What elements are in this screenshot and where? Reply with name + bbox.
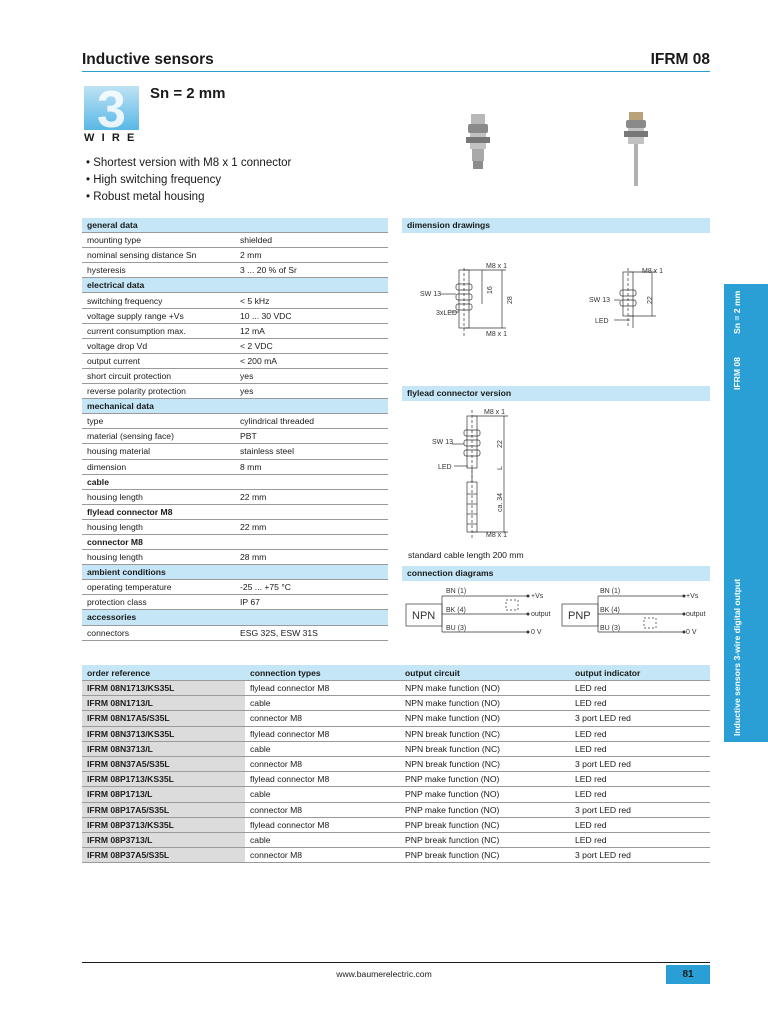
spec-label: dimension	[82, 459, 235, 474]
pnp-bu: BU (3)	[600, 625, 621, 632]
order-output-indicator: LED red	[570, 696, 710, 711]
flylead-22: 22	[497, 440, 504, 448]
dimension-drawings-header: dimension drawings	[402, 218, 710, 233]
spec-row	[82, 414, 388, 429]
spec-label: voltage drop Vd	[82, 338, 235, 353]
order-output-indicator: 3 port LED red	[570, 711, 710, 726]
spec-row	[82, 293, 388, 308]
spec-row	[82, 444, 388, 459]
order-output-circuit: NPN break function (NC)	[400, 756, 570, 771]
spec-row	[82, 519, 388, 534]
spec-value: 22 mm	[235, 519, 388, 534]
spec-section-label: cable	[82, 474, 388, 489]
spec-section-label: electrical data	[82, 278, 388, 293]
footer-url[interactable]: www.baumerelectric.com	[336, 969, 432, 979]
page-number: 81	[666, 965, 710, 984]
spec-value: ESG 32S, ESW 31S	[235, 625, 388, 640]
order-connection-type: flylead connector M8	[245, 817, 400, 832]
spec-section-row	[82, 565, 388, 580]
flylead-l: L	[497, 466, 504, 470]
order-row	[82, 681, 710, 696]
order-output-indicator: LED red	[570, 726, 710, 741]
spec-value: 28 mm	[235, 550, 388, 565]
order-output-indicator: 3 port LED red	[570, 848, 710, 863]
spec-label: hysteresis	[82, 263, 235, 278]
flylead-m8-bottom: M8 x 1	[486, 532, 508, 539]
order-output-circuit: PNP break function (NC)	[400, 832, 570, 847]
order-row	[82, 711, 710, 726]
product-photo-cable	[616, 108, 656, 188]
order-output-circuit: NPN make function (NO)	[400, 681, 570, 696]
order-table	[82, 665, 710, 863]
feature-item: • High switching frequency	[86, 172, 291, 189]
spec-row	[82, 233, 388, 248]
order-output-circuit: NPN make function (NO)	[400, 696, 570, 711]
spec-section-label: connector M8	[82, 534, 388, 549]
pnp-0v: 0 V	[686, 629, 697, 636]
feature-item: • Robust metal housing	[86, 189, 291, 206]
order-reference: IFRM 08P1713/KS35L	[82, 772, 245, 787]
spec-value: -25 ... +75 °C	[235, 580, 388, 595]
order-output-indicator: LED red	[570, 741, 710, 756]
dim-right-sw: SW 13	[589, 297, 611, 304]
spec-value: 3 ... 20 % of Sr	[235, 263, 388, 278]
order-col-reference: order reference	[82, 665, 245, 681]
spec-label: housing length	[82, 550, 235, 565]
order-row	[82, 802, 710, 817]
spec-row	[82, 263, 388, 278]
dim-right-22: 22	[647, 296, 654, 304]
order-reference: IFRM 08P17A5/S35L	[82, 802, 245, 817]
spec-label: current consumption max.	[82, 323, 235, 338]
flylead-sw: SW 13	[432, 439, 454, 446]
order-connection-type: flylead connector M8	[245, 726, 400, 741]
product-code: IFRM 08	[650, 51, 710, 68]
badge-wire-label: WIRE	[84, 132, 142, 144]
spec-row	[82, 625, 388, 640]
product-photo-connector	[458, 108, 498, 178]
feature-list	[86, 155, 291, 206]
spec-label: nominal sensing distance Sn	[82, 248, 235, 263]
spec-value: yes	[235, 368, 388, 383]
npn-bk: BK (4)	[446, 607, 466, 614]
flylead-drawing	[402, 404, 552, 542]
order-output-circuit: NPN break function (NC)	[400, 726, 570, 741]
feature-item: • Shortest version with M8 x 1 connector	[86, 155, 291, 172]
order-row	[82, 832, 710, 847]
spec-value: 2 mm	[235, 248, 388, 263]
order-reference: IFRM 08P3713/KS35L	[82, 817, 245, 832]
flylead-header: flylead connector version	[402, 386, 710, 401]
spec-section-label: general data	[82, 218, 388, 233]
spec-value: 22 mm	[235, 489, 388, 504]
side-tab	[724, 284, 768, 742]
npn-output: output	[531, 611, 551, 618]
spec-label: housing material	[82, 444, 235, 459]
order-output-indicator: 3 port LED red	[570, 802, 710, 817]
spec-section-row	[82, 610, 388, 625]
pnp-bn: BN (1)	[600, 588, 621, 595]
npn-0v: 0 V	[531, 629, 542, 636]
order-reference: IFRM 08N3713/KS35L	[82, 726, 245, 741]
order-row	[82, 741, 710, 756]
order-output-circuit: PNP make function (NO)	[400, 772, 570, 787]
spec-section-row	[82, 278, 388, 293]
pnp-bk: BK (4)	[600, 607, 620, 614]
spec-value: 12 mA	[235, 323, 388, 338]
order-connection-type: cable	[245, 832, 400, 847]
dim-left-m8-top: M8 x 1	[486, 263, 508, 270]
spec-value: 8 mm	[235, 459, 388, 474]
order-row	[82, 787, 710, 802]
dim-left-m8-bottom: M8 x 1	[486, 331, 508, 338]
order-output-circuit: NPN make function (NO)	[400, 711, 570, 726]
order-reference: IFRM 08P3713/L	[82, 832, 245, 847]
npn-bu: BU (3)	[446, 625, 467, 632]
order-output-circuit: PNP break function (NC)	[400, 817, 570, 832]
order-connection-type: connector M8	[245, 756, 400, 771]
dim-right-led: LED	[595, 318, 609, 325]
spec-label: reverse polarity protection	[82, 384, 235, 399]
spec-section-label: accessories	[82, 610, 388, 625]
order-col-output-circuit: output circuit	[400, 665, 570, 681]
order-output-circuit: NPN break function (NC)	[400, 741, 570, 756]
order-output-indicator: 3 port LED red	[570, 756, 710, 771]
sensing-distance-heading: Sn = 2 mm	[150, 85, 226, 102]
spec-row	[82, 580, 388, 595]
dim-left-sw: SW 13	[420, 291, 442, 298]
spec-subsection-row	[82, 474, 388, 489]
page-title: Inductive sensors	[82, 51, 214, 68]
order-output-circuit: PNP make function (NO)	[400, 802, 570, 817]
spec-label: mounting type	[82, 233, 235, 248]
spec-row	[82, 308, 388, 323]
npn-bn: BN (1)	[446, 588, 467, 595]
spec-label: short circuit protection	[82, 368, 235, 383]
pnp-label: PNP	[568, 610, 591, 622]
spec-row	[82, 338, 388, 353]
order-output-circuit: PNP make function (NO)	[400, 787, 570, 802]
flylead-m8-top: M8 x 1	[484, 409, 506, 416]
spec-row	[82, 384, 388, 399]
spec-label: output current	[82, 353, 235, 368]
spec-label: material (sensing face)	[82, 429, 235, 444]
spec-label: voltage supply range +Vs	[82, 308, 235, 323]
spec-row	[82, 595, 388, 610]
order-reference: IFRM 08N1713/KS35L	[82, 681, 245, 696]
spec-row	[82, 550, 388, 565]
flylead-ca34: ca. 34	[497, 492, 504, 512]
order-connection-type: cable	[245, 696, 400, 711]
spec-section-label: flylead connector M8	[82, 504, 388, 519]
order-col-indicator: output indicator	[570, 665, 710, 681]
order-output-circuit: PNP break function (NC)	[400, 848, 570, 863]
spec-row	[82, 368, 388, 383]
order-connection-type: flylead connector M8	[245, 681, 400, 696]
spec-label: housing length	[82, 519, 235, 534]
pnp-vs: +Vs	[686, 593, 699, 600]
dim-left-led: 3xLED	[436, 310, 458, 317]
spec-section-label: ambient conditions	[82, 565, 388, 580]
order-output-indicator: LED red	[570, 817, 710, 832]
spec-label: operating temperature	[82, 580, 235, 595]
spec-value: < 200 mA	[235, 353, 388, 368]
order-reference: IFRM 08P1713/L	[82, 787, 245, 802]
order-reference: IFRM 08N17A5/S35L	[82, 711, 245, 726]
order-row	[82, 696, 710, 711]
order-row	[82, 848, 710, 863]
order-output-indicator: LED red	[570, 787, 710, 802]
order-connection-type: flylead connector M8	[245, 772, 400, 787]
spec-value: < 2 VDC	[235, 338, 388, 353]
spec-row	[82, 489, 388, 504]
order-connection-type: connector M8	[245, 848, 400, 863]
spec-row	[82, 459, 388, 474]
order-output-indicator: LED red	[570, 832, 710, 847]
order-connection-type: cable	[245, 787, 400, 802]
spec-label: switching frequency	[82, 293, 235, 308]
order-output-indicator: LED red	[570, 681, 710, 696]
spec-section-row	[82, 218, 388, 233]
spec-subsection-row	[82, 504, 388, 519]
spec-value: < 5 kHz	[235, 293, 388, 308]
spec-row	[82, 429, 388, 444]
order-reference: IFRM 08N37A5/S35L	[82, 756, 245, 771]
order-connection-type: connector M8	[245, 802, 400, 817]
connection-diagram	[402, 584, 708, 644]
spec-section-label: mechanical data	[82, 399, 388, 414]
footer-rule	[82, 962, 710, 963]
order-reference: IFRM 08N1713/L	[82, 696, 245, 711]
spec-value: cylindrical threaded	[235, 414, 388, 429]
connection-diagrams-header: connection diagrams	[402, 566, 710, 581]
order-row	[82, 817, 710, 832]
side-tab-code: IFRM 08	[732, 357, 742, 390]
spec-value: shielded	[235, 233, 388, 248]
dim-right-m8-top: M8 x 1	[642, 268, 664, 275]
pnp-output: output	[686, 611, 706, 618]
header-rule	[82, 71, 710, 72]
spec-value: PBT	[235, 429, 388, 444]
spec-table	[82, 218, 388, 641]
spec-row	[82, 248, 388, 263]
cable-length-note: standard cable length 200 mm	[408, 550, 524, 560]
order-reference: IFRM 08P37A5/S35L	[82, 848, 245, 863]
spec-label: type	[82, 414, 235, 429]
order-header-row	[82, 665, 710, 681]
order-col-connection: connection types	[245, 665, 400, 681]
order-output-indicator: LED red	[570, 772, 710, 787]
order-connection-type: connector M8	[245, 711, 400, 726]
order-reference: IFRM 08N3713/L	[82, 741, 245, 756]
spec-label: protection class	[82, 595, 235, 610]
spec-label: housing length	[82, 489, 235, 504]
spec-row	[82, 353, 388, 368]
order-row	[82, 726, 710, 741]
side-tab-category: Inductive sensors 3-wire digital output	[732, 578, 742, 736]
npn-label: NPN	[412, 610, 436, 622]
dimension-drawing	[402, 256, 702, 342]
npn-vs: +Vs	[531, 593, 544, 600]
spec-value: yes	[235, 384, 388, 399]
spec-row	[82, 323, 388, 338]
spec-value: stainless steel	[235, 444, 388, 459]
dim-left-16: 16	[487, 286, 494, 294]
spec-section-row	[82, 399, 388, 414]
spec-subsection-row	[82, 534, 388, 549]
order-row	[82, 756, 710, 771]
flylead-led: LED	[438, 464, 452, 471]
spec-label: connectors	[82, 625, 235, 640]
order-row	[82, 772, 710, 787]
spec-value: IP 67	[235, 595, 388, 610]
side-tab-sn: Sn = 2 mm	[732, 290, 742, 334]
spec-value: 10 ... 30 VDC	[235, 308, 388, 323]
badge-number: 3	[97, 81, 126, 139]
dim-left-28: 28	[507, 296, 514, 304]
order-connection-type: cable	[245, 741, 400, 756]
